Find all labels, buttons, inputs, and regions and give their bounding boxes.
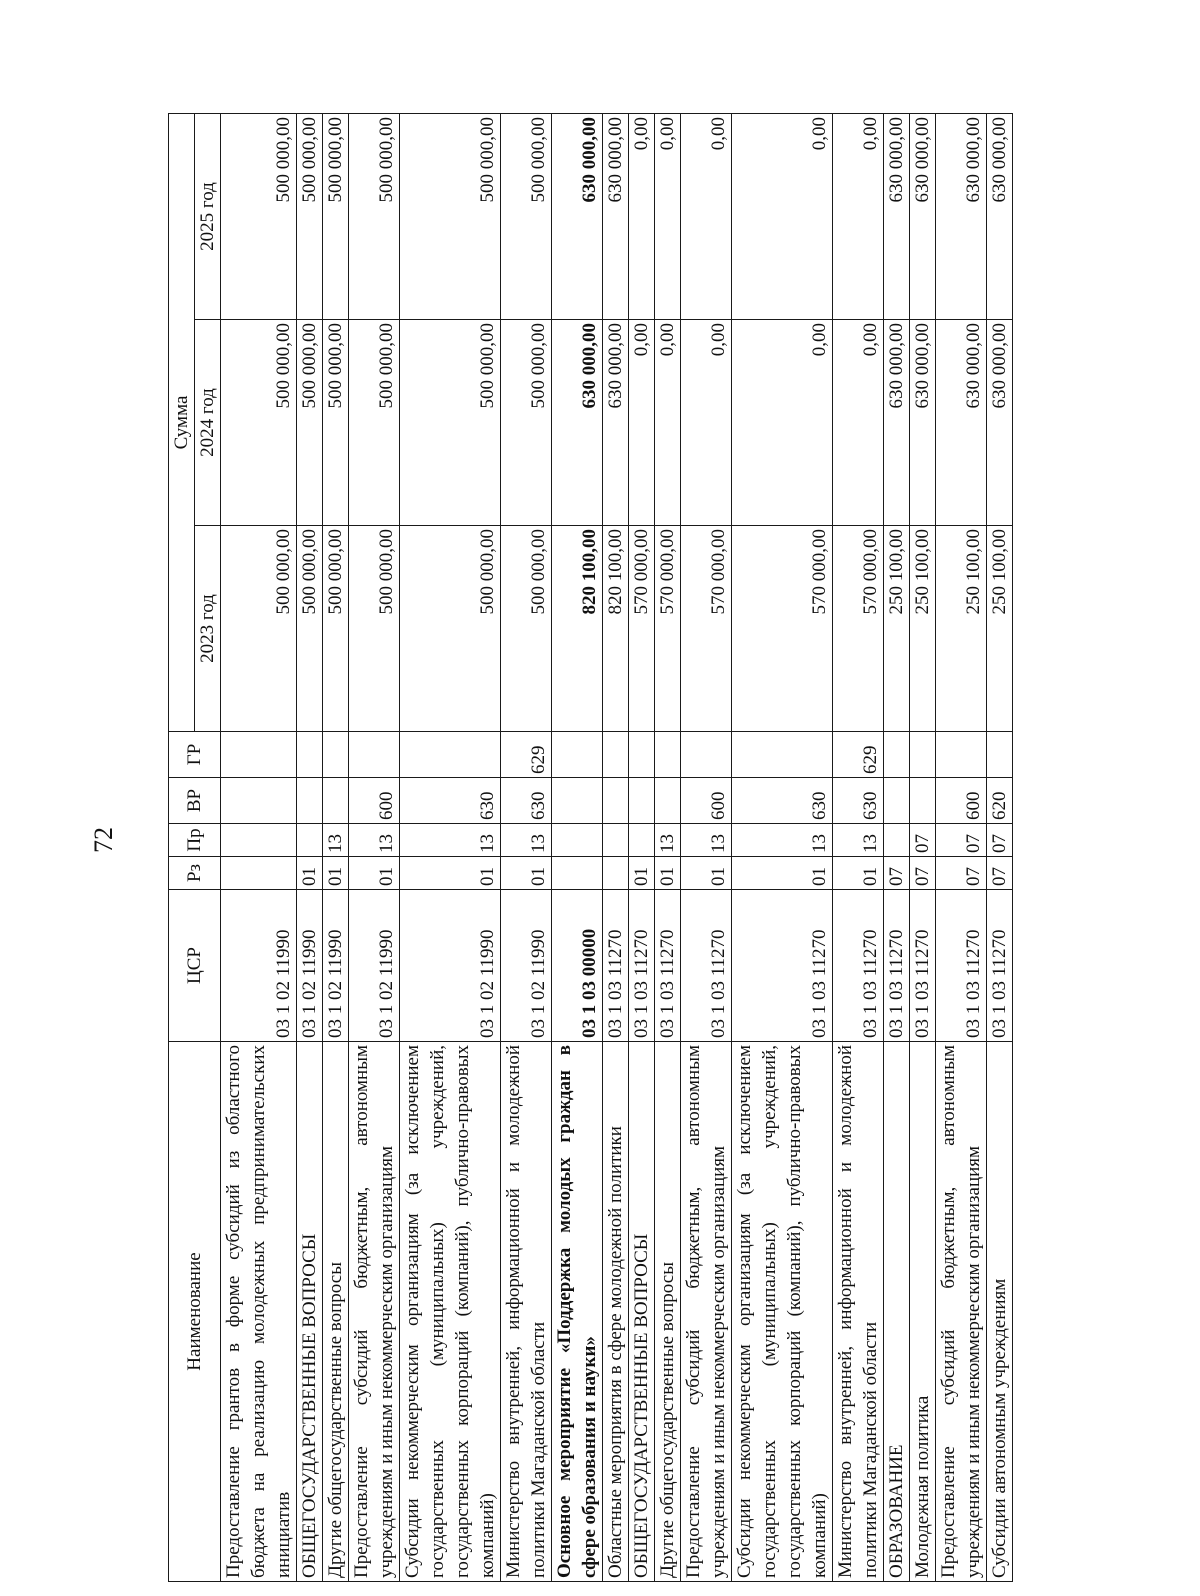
cell-2024: 0,00 [681,320,732,526]
cell-csr: 03 1 03 11270 [732,890,833,1042]
cell-2025: 630 000,00 [936,113,987,319]
cell-csr: 03 1 02 11990 [323,890,349,1042]
cell-csr: 03 1 02 11990 [349,890,400,1042]
cell-rz: 01 [349,857,400,890]
table-row [987,113,1013,1581]
table-row [655,113,681,1581]
cell-2025: 0,00 [833,113,884,319]
cell-vr: 600 [936,778,987,824]
cell-2024: 500 000,00 [400,320,501,526]
table-row [323,113,349,1581]
table-body [221,113,1013,1581]
cell-gr [987,732,1013,778]
cell-2023: 250 100,00 [884,526,910,732]
cell-pr [884,824,910,857]
cell-csr: 03 1 03 11270 [681,890,732,1042]
cell-gr: 629 [833,732,884,778]
cell-vr: 620 [987,778,1013,824]
header-vr: ВР [169,778,221,824]
cell-2025: 500 000,00 [400,113,501,319]
table-row [629,113,655,1581]
cell-name: Субсидии некоммерческим организациям (за исключением государственных (муниципальных) учреждений, государственных корпораций (компаний), публично-правовых компаний) [732,1042,833,1582]
cell-2023: 500 000,00 [349,526,400,732]
cell-name: Другие общегосударственные вопросы [323,1042,349,1582]
cell-rz [603,857,629,890]
cell-csr: 03 1 02 11990 [501,890,552,1042]
cell-vr: 630 [501,778,552,824]
cell-pr: 07 [936,824,987,857]
cell-2024: 500 000,00 [501,320,552,526]
cell-2023: 250 100,00 [910,526,936,732]
cell-2024: 630 000,00 [987,320,1013,526]
table-row [603,113,629,1581]
cell-gr [400,732,501,778]
cell-name: Предоставление грантов в форме субсидий из областного бюджета на реализацию молодежных предпринимательских инициатив [221,1042,297,1582]
cell-2023: 500 000,00 [323,526,349,732]
cell-2025: 500 000,00 [349,113,400,319]
cell-name: Предоставление субсидий бюджетным, автономным учреждениям и иным некоммерческим организациям [681,1042,732,1582]
cell-2023: 500 000,00 [400,526,501,732]
cell-2025: 0,00 [681,113,732,319]
cell-vr: 600 [681,778,732,824]
cell-name: Областные мероприятия в сфере молодежной политики [603,1042,629,1582]
cell-2025: 500 000,00 [323,113,349,319]
cell-gr [221,732,297,778]
cell-name: Основное мероприятие «Поддержка молодых граждан в сфере образования и науки» [552,1042,603,1582]
cell-pr [221,824,297,857]
cell-rz: 01 [732,857,833,890]
cell-gr: 629 [501,732,552,778]
cell-2024: 0,00 [833,320,884,526]
cell-gr [603,732,629,778]
cell-name: Субсидии некоммерческим организациям (за исключением государственных (муниципальных) учреждений, государственных корпораций (компаний), публично-правовых компаний) [400,1042,501,1582]
cell-2023: 570 000,00 [629,526,655,732]
cell-2025: 500 000,00 [297,113,323,319]
cell-pr: 13 [655,824,681,857]
table-row [936,113,987,1581]
cell-vr [323,778,349,824]
cell-csr: 03 1 03 11270 [655,890,681,1042]
cell-vr: 630 [400,778,501,824]
table-row [732,113,833,1581]
cell-vr [629,778,655,824]
cell-2024: 0,00 [732,320,833,526]
cell-csr: 03 1 03 11270 [910,890,936,1042]
cell-gr [681,732,732,778]
cell-gr [910,732,936,778]
table-row [910,113,936,1581]
cell-pr [629,824,655,857]
cell-gr [629,732,655,778]
cell-rz [552,857,603,890]
cell-pr [552,824,603,857]
cell-gr [349,732,400,778]
cell-pr [603,824,629,857]
cell-2024: 630 000,00 [936,320,987,526]
table-row [833,113,884,1581]
cell-rz: 07 [910,857,936,890]
cell-rz [221,857,297,890]
cell-csr: 03 1 02 11990 [221,890,297,1042]
cell-rz: 01 [323,857,349,890]
cell-pr: 13 [681,824,732,857]
header-2024: 2024 год [195,320,221,526]
budget-table [168,113,1013,1582]
cell-vr: 600 [349,778,400,824]
table-row [400,113,501,1581]
cell-2023: 570 000,00 [655,526,681,732]
cell-rz: 01 [501,857,552,890]
cell-gr [552,732,603,778]
header-gr: ГР [169,732,221,778]
cell-gr [297,732,323,778]
cell-2024: 500 000,00 [297,320,323,526]
cell-2023: 500 000,00 [297,526,323,732]
cell-pr: 07 [910,824,936,857]
cell-2025: 630 000,00 [552,113,603,319]
cell-2025: 0,00 [732,113,833,319]
cell-name: Предоставление субсидий бюджетным, автономным учреждениям и иным некоммерческим организациям [349,1042,400,1582]
header-csr: ЦСР [169,890,221,1042]
cell-2024: 500 000,00 [221,320,297,526]
header-2023: 2023 год [195,526,221,732]
cell-pr: 13 [732,824,833,857]
cell-rz: 07 [987,857,1013,890]
cell-2025: 630 000,00 [603,113,629,319]
cell-2023: 570 000,00 [681,526,732,732]
cell-2025: 500 000,00 [221,113,297,319]
header-sum: Сумма [169,113,195,731]
cell-rz: 07 [936,857,987,890]
cell-2024: 630 000,00 [884,320,910,526]
cell-2023: 500 000,00 [221,526,297,732]
cell-vr [884,778,910,824]
header-rz: Рз [169,857,221,890]
rotated-table-container [168,114,1088,1582]
cell-2023: 570 000,00 [732,526,833,732]
cell-name: Субсидии автономным учреждениям [987,1042,1013,1582]
cell-2023: 820 100,00 [552,526,603,732]
cell-pr [297,824,323,857]
cell-name: ОБРАЗОВАНИЕ [884,1042,910,1582]
cell-gr [323,732,349,778]
cell-vr [552,778,603,824]
cell-name: Другие общегосударственные вопросы [655,1042,681,1582]
cell-pr: 13 [501,824,552,857]
cell-vr [603,778,629,824]
header-pr: Пр [169,824,221,857]
cell-2025: 630 000,00 [884,113,910,319]
cell-csr: 03 1 03 11270 [833,890,884,1042]
table-row [884,113,910,1581]
cell-2025: 0,00 [629,113,655,319]
cell-pr: 07 [987,824,1013,857]
cell-vr [910,778,936,824]
cell-vr [297,778,323,824]
cell-rz: 01 [833,857,884,890]
cell-rz: 01 [681,857,732,890]
cell-name: Предоставление субсидий бюджетным, автономным учреждениям и иным некоммерческим организациям [936,1042,987,1582]
cell-csr: 03 1 03 11270 [629,890,655,1042]
cell-2024: 0,00 [655,320,681,526]
cell-2024: 0,00 [629,320,655,526]
cell-gr [884,732,910,778]
cell-2024: 500 000,00 [323,320,349,526]
cell-pr: 13 [833,824,884,857]
cell-vr: 630 [732,778,833,824]
cell-2023: 570 000,00 [833,526,884,732]
cell-name: Министерство внутренней, информационной и молодежной политики Магаданской области [501,1042,552,1582]
cell-pr: 13 [349,824,400,857]
table-row [221,113,297,1581]
cell-vr [221,778,297,824]
cell-2025: 500 000,00 [501,113,552,319]
page-number: 72 [89,827,118,853]
cell-csr: 03 1 02 11990 [297,890,323,1042]
cell-csr: 03 1 03 11270 [936,890,987,1042]
header-name: Наименование [169,1042,221,1582]
cell-2025: 0,00 [655,113,681,319]
cell-csr: 03 1 03 11270 [884,890,910,1042]
cell-gr [936,732,987,778]
cell-2024: 630 000,00 [552,320,603,526]
cell-2024: 630 000,00 [910,320,936,526]
cell-2023: 250 100,00 [936,526,987,732]
header-row-top [169,113,195,1581]
cell-name: Министерство внутренней, информационной и молодежной политики Магаданской области [833,1042,884,1582]
cell-2023: 820 100,00 [603,526,629,732]
table-row [681,113,732,1581]
cell-name: ОБЩЕГОСУДАРСТВЕННЫЕ ВОПРОСЫ [629,1042,655,1582]
cell-csr: 03 1 03 11270 [987,890,1013,1042]
cell-2023: 250 100,00 [987,526,1013,732]
table-row [552,113,603,1581]
cell-name: ОБЩЕГОСУДАРСТВЕННЫЕ ВОПРОСЫ [297,1042,323,1582]
cell-pr: 13 [323,824,349,857]
table-row [349,113,400,1581]
cell-rz: 01 [400,857,501,890]
cell-rz: 01 [297,857,323,890]
cell-rz: 01 [629,857,655,890]
cell-csr: 03 1 03 00000 [552,890,603,1042]
cell-2023: 500 000,00 [501,526,552,732]
header-2025: 2025 год [195,113,221,319]
cell-name: Молодежная политика [910,1042,936,1582]
cell-2025: 630 000,00 [987,113,1013,319]
cell-rz: 07 [884,857,910,890]
cell-csr: 03 1 02 11990 [400,890,501,1042]
cell-vr [655,778,681,824]
cell-gr [655,732,681,778]
cell-gr [732,732,833,778]
cell-pr: 13 [400,824,501,857]
cell-2024: 630 000,00 [603,320,629,526]
table-row [501,113,552,1581]
cell-2025: 630 000,00 [910,113,936,319]
cell-2024: 500 000,00 [349,320,400,526]
cell-csr: 03 1 03 11270 [603,890,629,1042]
cell-vr: 630 [833,778,884,824]
cell-rz: 01 [655,857,681,890]
table-row [297,113,323,1581]
